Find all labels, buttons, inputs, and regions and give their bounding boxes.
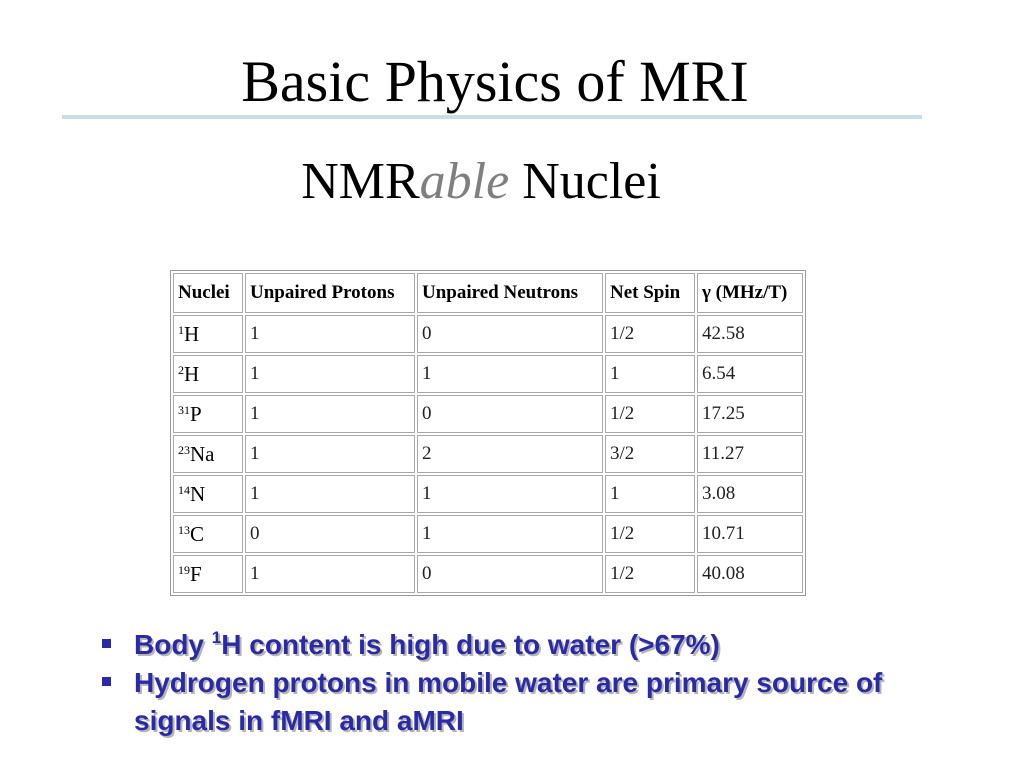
mass-number: 31 (178, 402, 190, 417)
subtitle-suffix: Nuclei (509, 153, 661, 210)
element-symbol: P (190, 401, 202, 426)
nucleus-cell (173, 435, 243, 473)
bullet-list (100, 626, 980, 740)
mass-number: 19 (178, 562, 190, 577)
unpaired-neutrons-cell: 0 (417, 395, 603, 433)
unpaired-neutrons-cell: 1 (417, 515, 603, 553)
header-gamma: γ (MHz/T) (697, 273, 803, 313)
table-row (173, 315, 803, 353)
slide-subtitle (0, 150, 962, 214)
net-spin-cell: 1 (605, 355, 695, 393)
table-row (173, 355, 803, 393)
unpaired-protons-cell: 1 (245, 435, 415, 473)
gamma-cell: 6.54 (697, 355, 803, 393)
gamma-cell: 3.08 (697, 475, 803, 513)
gamma-cell: 40.08 (697, 555, 803, 593)
slide-title: Basic Physics of MRI (241, 49, 749, 114)
header-net-spin: Net Spin (605, 273, 695, 313)
gamma-cell: 11.27 (697, 435, 803, 473)
table-row (173, 435, 803, 473)
header-unpaired-protons: Unpaired Protons (245, 273, 415, 313)
unpaired-protons-cell: 1 (245, 315, 415, 353)
subtitle-prefix: NMR (301, 153, 420, 210)
mass-number: 23 (178, 442, 190, 457)
mass-number: 14 (178, 482, 190, 497)
element-symbol: Na (190, 441, 215, 466)
element-symbol: N (190, 481, 206, 506)
unpaired-protons-cell: 1 (245, 555, 415, 593)
nucleus-cell (173, 395, 243, 433)
unpaired-protons-cell: 1 (245, 395, 415, 433)
unpaired-protons-cell: 0 (245, 515, 415, 553)
net-spin-cell: 1/2 (605, 515, 695, 553)
element-symbol: H (184, 321, 200, 346)
unpaired-protons-cell: 1 (245, 355, 415, 393)
element-symbol: C (190, 521, 205, 546)
mass-number: 2 (178, 362, 184, 377)
bullet-text-post: H content is high due to water (>67%) (221, 629, 720, 660)
net-spin-cell: 1/2 (605, 555, 695, 593)
element-symbol: H (184, 361, 200, 386)
unpaired-neutrons-cell: 1 (417, 355, 603, 393)
table-row (173, 515, 803, 553)
mass-number: 1 (178, 322, 184, 337)
table-row (173, 555, 803, 593)
table-header-row (173, 273, 803, 313)
unpaired-neutrons-cell: 2 (417, 435, 603, 473)
net-spin-cell: 3/2 (605, 435, 695, 473)
element-symbol: F (190, 561, 202, 586)
unpaired-neutrons-cell: 0 (417, 555, 603, 593)
net-spin-cell: 1/2 (605, 395, 695, 433)
unpaired-protons-cell: 1 (245, 475, 415, 513)
nucleus-cell (173, 555, 243, 593)
nuclei-table-container (170, 270, 806, 596)
net-spin-cell: 1 (605, 475, 695, 513)
square-bullet-icon (102, 677, 111, 686)
table-row (173, 395, 803, 433)
bullet-text: Hydrogen protons in mobile water are primary source of signals in fMRI and aMRI (134, 667, 883, 736)
bullet-item (100, 664, 980, 740)
bullet-text-pre: Body (134, 629, 212, 660)
square-bullet-icon (102, 639, 111, 648)
mass-number: 13 (178, 522, 190, 537)
header-unpaired-neutrons: Unpaired Neutrons (417, 273, 603, 313)
nucleus-cell (173, 355, 243, 393)
gamma-cell: 17.25 (697, 395, 803, 433)
gamma-cell: 42.58 (697, 315, 803, 353)
net-spin-cell: 1/2 (605, 315, 695, 353)
bullet-item (100, 626, 980, 664)
subtitle-italic: able (419, 153, 510, 210)
title-divider (62, 115, 922, 119)
nucleus-cell (173, 315, 243, 353)
table-row (173, 475, 803, 513)
nucleus-cell (173, 515, 243, 553)
header-nuclei: Nuclei (173, 273, 243, 313)
gamma-cell: 10.71 (697, 515, 803, 553)
nuclei-table (170, 270, 806, 596)
unpaired-neutrons-cell: 1 (417, 475, 603, 513)
unpaired-neutrons-cell: 0 (417, 315, 603, 353)
nucleus-cell (173, 475, 243, 513)
bullet-superscript: 1 (211, 628, 222, 647)
